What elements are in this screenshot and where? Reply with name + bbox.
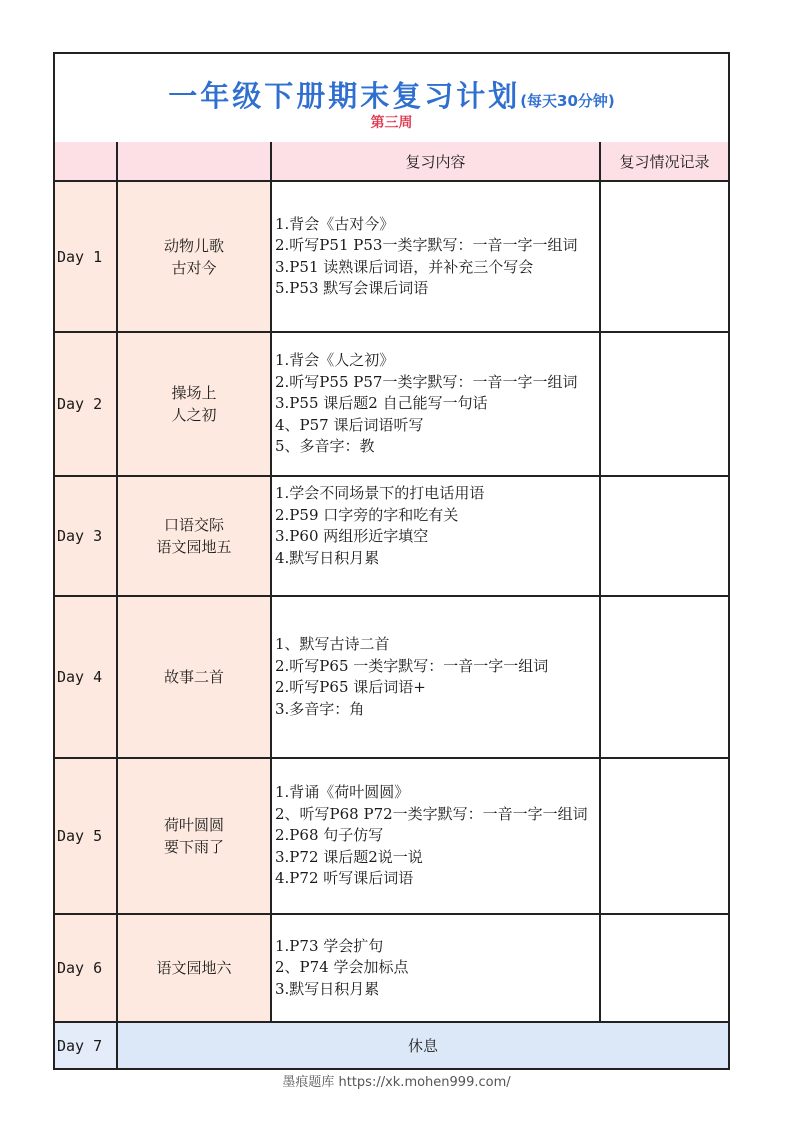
content-item: 4.默写日积月累 — [275, 548, 380, 567]
week-label: 第三周 — [370, 115, 413, 131]
table-row — [55, 596, 728, 758]
content-item: 3.默写日积月累 — [275, 979, 380, 998]
record-cell[interactable] — [600, 332, 728, 476]
lesson-topic — [117, 596, 271, 758]
content-item: 2.听写P55 P57一类字默写：一音一字一组词 — [275, 372, 578, 391]
content-item: 2.听写P65 一类字默写：一音一字一组词 — [275, 656, 549, 675]
content-item: 4.P72 听写课后词语 — [275, 869, 414, 888]
table-row — [55, 181, 728, 332]
content-item: 3.多音字：角 — [275, 699, 365, 718]
content-item: 2.听写P51 P53一类字默写：一音一字一组词 — [275, 236, 578, 254]
rest-row — [55, 1022, 728, 1068]
content-item: 1.背会《古对今》 — [275, 214, 395, 233]
review-content — [271, 758, 600, 914]
day-label: Day 2 — [55, 332, 117, 476]
table-row — [55, 914, 728, 1022]
record-cell[interactable] — [600, 596, 728, 758]
lesson-topic — [117, 181, 271, 332]
content-item: 3.P51 读熟课后词语，并补充三个写会 — [275, 257, 534, 276]
lesson-topic — [117, 332, 271, 476]
record-cell[interactable] — [600, 476, 728, 596]
title-main-text: 一年级下册期末复习计划 — [168, 79, 521, 113]
record-cell[interactable] — [600, 181, 728, 332]
topic-line: 语文园地五 — [156, 538, 232, 556]
topic-line: 动物儿歌 — [163, 236, 224, 255]
review-content — [271, 914, 600, 1022]
day-label: Day 3 — [55, 476, 117, 596]
review-content — [271, 476, 600, 596]
topic-line: 语文园地六 — [156, 959, 232, 977]
topic-line: 古对今 — [171, 258, 217, 277]
table-row — [55, 758, 728, 914]
content-item: 1.P73 学会扩句 — [275, 936, 384, 955]
title-subtitle: (每天30分钟) — [520, 92, 615, 110]
content-item: 1.背诵《荷叶圆圆》 — [275, 783, 410, 802]
table-header-row — [55, 142, 728, 181]
topic-line: 故事二首 — [163, 668, 224, 686]
table-row — [55, 332, 728, 476]
title-block — [55, 54, 728, 144]
record-cell[interactable] — [600, 758, 728, 914]
content-item: 2、听写P68 P72一类字默写：一音一字一组词 — [275, 804, 588, 823]
content-item: 2、P74 学会加标点 — [275, 958, 409, 977]
header-content: 复习内容 — [271, 142, 600, 181]
watermark-footer: 墨痕题库 https://xk.mohen999.com/ — [282, 1075, 511, 1090]
content-item: 2.听写P65 课后词语+ — [275, 678, 426, 696]
topic-line: 操场上 — [171, 384, 217, 402]
lesson-topic — [117, 758, 271, 914]
content-item: 3.P60 两组形近字填空 — [275, 527, 429, 545]
record-cell[interactable] — [600, 914, 728, 1022]
content-item: 4、P57 课后词语听写 — [275, 415, 424, 434]
topic-line: 人之初 — [171, 406, 217, 424]
review-content — [271, 332, 600, 476]
header-day — [55, 142, 117, 181]
content-item: 1.背会《人之初》 — [275, 351, 395, 370]
content-item: 5.P53 默写会课后词语 — [275, 279, 429, 297]
review-content — [271, 181, 600, 332]
lesson-topic — [117, 476, 271, 596]
day-label: Day 4 — [55, 596, 117, 758]
day-label: Day 1 — [55, 181, 117, 332]
lesson-topic — [117, 914, 271, 1022]
review-content — [271, 596, 600, 758]
topic-line: 口语交际 — [163, 516, 224, 534]
content-item: 2.P68 句子仿写 — [275, 826, 384, 845]
content-item: 1.学会不同场景下的打电话用语 — [275, 484, 485, 502]
header-topic — [117, 142, 271, 181]
content-item: 2.P59 口字旁的字和吃有关 — [275, 505, 459, 524]
day-label: Day 7 — [55, 1022, 117, 1068]
page-title — [55, 74, 728, 115]
content-item: 3.P72 课后题2说一说 — [275, 847, 423, 866]
content-item: 1、默写古诗二首 — [275, 635, 390, 653]
day-label: Day 5 — [55, 758, 117, 914]
header-record: 复习情况记录 — [600, 142, 728, 181]
content-item: 3.P55 课后题2 自己能写一句话 — [275, 394, 488, 413]
content-item: 5、多音字：教 — [275, 437, 375, 456]
rest-label: 休息 — [117, 1022, 728, 1068]
review-plan-sheet — [53, 52, 730, 1070]
topic-line: 荷叶圆圆 — [163, 816, 224, 834]
table-row — [55, 476, 728, 596]
topic-line: 要下雨了 — [163, 838, 224, 856]
review-plan-table — [55, 142, 728, 1068]
day-label: Day 6 — [55, 914, 117, 1022]
